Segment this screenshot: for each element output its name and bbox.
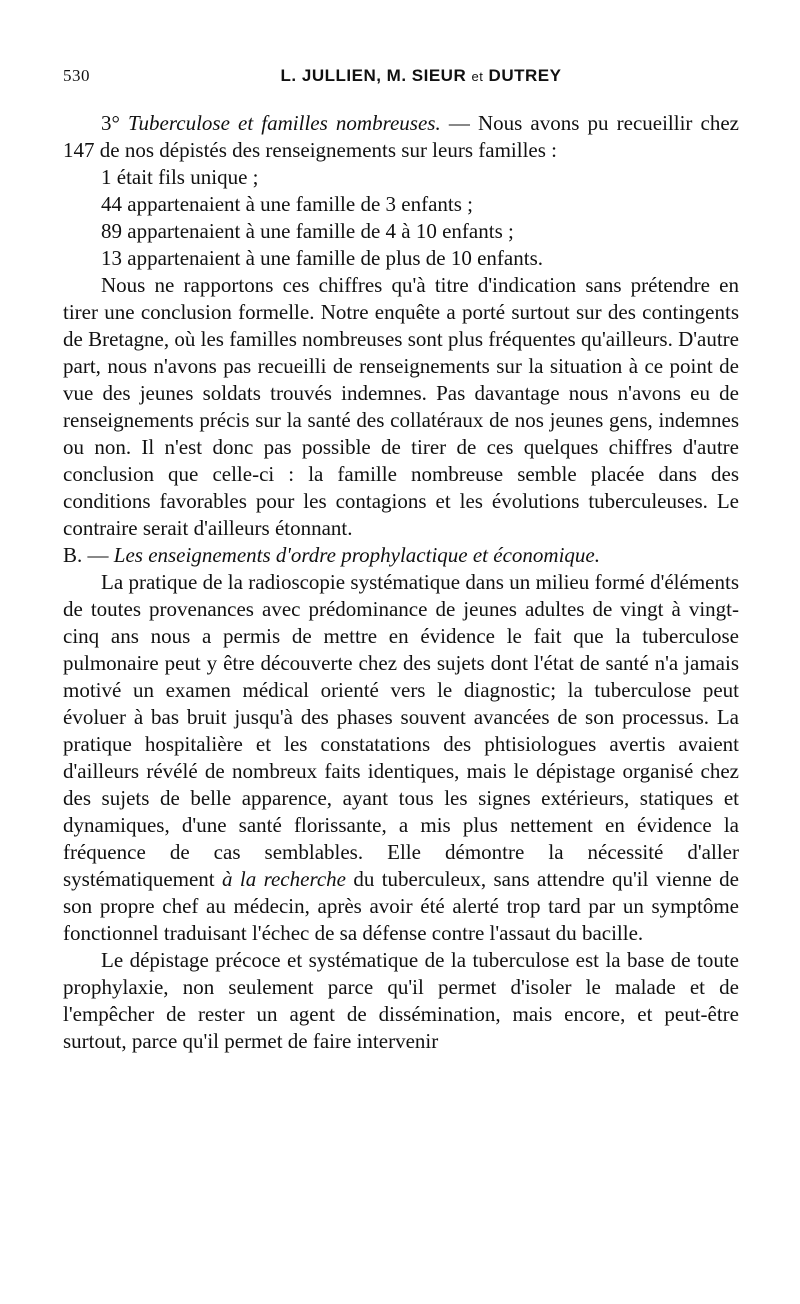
emphasis-text: à la recherche <box>222 867 346 891</box>
list-item: 89 appartenaient à une famille de 4 à 10 enfants ; <box>101 219 514 243</box>
section-b-paragraph-1 <box>63 569 739 947</box>
page-header <box>63 66 739 90</box>
section-b-title: Les enseignements d'ordre prophylactique et économique. <box>113 543 600 567</box>
section-b-dash: — <box>87 543 109 567</box>
authors-main: L. JULLIEN, M. SIEUR <box>280 66 467 85</box>
list-item: 1 était fils unique ; <box>101 165 259 189</box>
authors-last: DUTREY <box>488 66 562 85</box>
paragraph-text: La pratique de la radioscopie systématique dans un milieu formé d'éléments de toutes provenances avec prédominance de jeunes adultes de vingt à vingt-cinq ans nous a permis de mettre en évidence le fait que la tuberculose pulmonaire peut y être découverte chez des sujets dont l'état de santé n'a jamais motivé un examen médical orienté vers le diagnostic; la tuberculose peut évoluer à bas bruit jusqu'à des phases souvent avancées de son processus. La pratique hospitalière et les constatations des phtisiologues avertis avaient d'ailleurs révélé de nombreux faits identiques, mais le dépistage organisé chez des sujets de belle apparence, ayant tous les signes extérieurs, statiques et dynamiques, d'une santé florissante, a mis plus nettement en évidence la fréquence de cas semblables. Elle démontre la nécessité d'aller systématiquement <box>63 570 739 891</box>
list-item: 44 appartenaient à une famille de 3 enfants ; <box>101 192 474 216</box>
document-page <box>63 66 739 1055</box>
section-b-heading <box>63 542 739 569</box>
section-3-number: 3° <box>101 111 120 135</box>
list-item: 13 appartenaient à une famille de plus de 10 enfants. <box>101 246 544 270</box>
section-b-label: B. <box>63 543 83 567</box>
page-body <box>63 110 739 1055</box>
authors-conjunction: et <box>471 69 484 84</box>
section-3-paragraph <box>63 110 739 164</box>
running-head <box>63 66 739 86</box>
page-number: 530 <box>63 66 90 85</box>
section-3-text: — Nous avons pu recueillir chez 147 de nos dépistés des renseignements sur leurs familles : <box>63 111 739 162</box>
section-b-paragraph-2: Le dépistage précoce et systématique de la tuberculose est la base de toute prophylaxie, non seulement parce qu'il permet d'isoler le malade et de l'empêcher de rester un agent de dissémination, mais encore, et peut-être surtout, parce qu'il permet de faire intervenir <box>63 948 739 1053</box>
conclusion-paragraph: Nous ne rapportons ces chiffres qu'à titre d'indication sans prétendre en tirer une conclusion formelle. Notre enquête a porté surtout sur des contingents de Bretagne, où les familles nombreuses sont plus fréquentes qu'ailleurs. D'autre part, nous n'avons pas recueilli de renseignements sur la situation à ce point de vue des jeunes soldats trouvés indemnes. Pas davantage nous n'avons eu de renseignements précis sur la santé des collatéraux de nos jeunes gens, indemnes ou non. Il n'est donc pas possible de tirer de ces quelques chiffres d'autre conclusion que celle-ci : la famille nombreuse semble placée dans des conditions favorables pour les contagions et les évolutions tuberculeuses. Le contraire serait d'ailleurs étonnant. <box>63 273 739 540</box>
section-3-heading: Tuberculose et familles nombreuses. <box>128 111 441 135</box>
paragraph-text: du tuberculeux, sans attendre qu'il vienne de son propre chef au médecin, après avoir été alerté trop tard par un symptôme fonctionnel traduisant l'échec de sa défense contre l'assaut du bacille. <box>63 867 739 945</box>
